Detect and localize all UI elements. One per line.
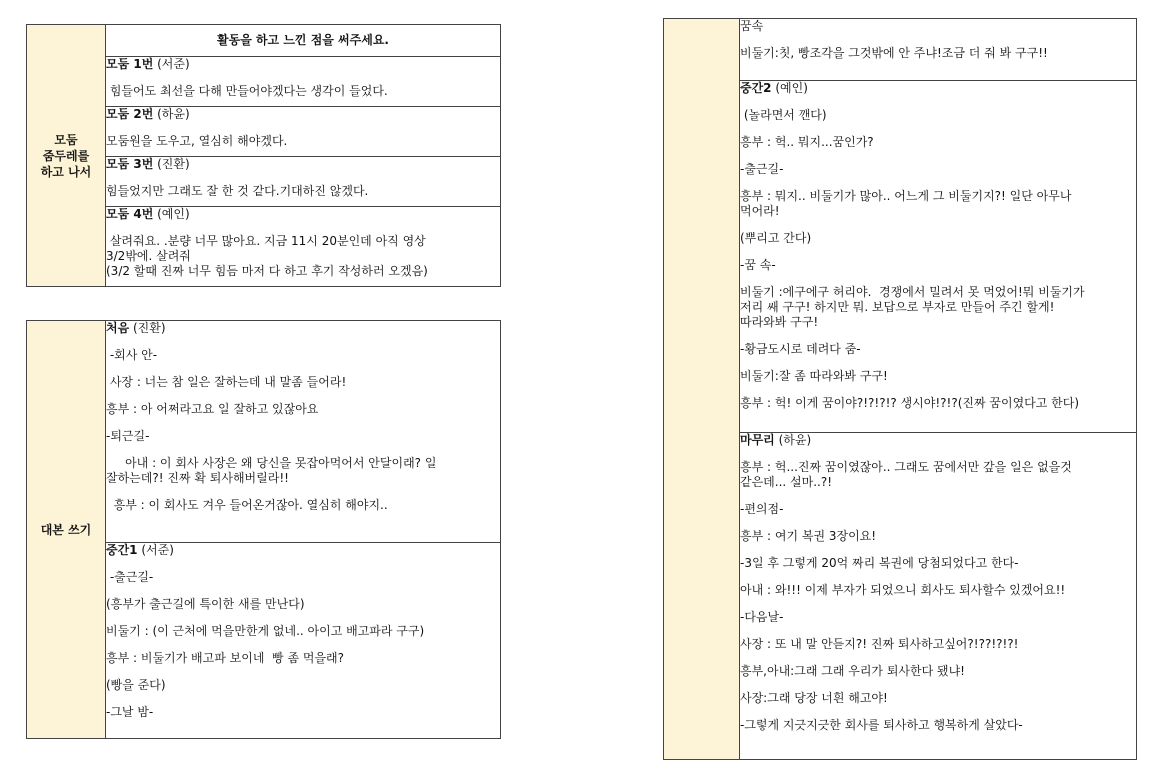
script-line: -회사 안-: [106, 348, 158, 362]
script-line: -다음날-: [740, 610, 784, 624]
script-line: 꿈속: [740, 19, 764, 33]
reflection-label-line: 모둠: [54, 132, 78, 147]
section-writer: (하윤): [774, 433, 812, 447]
script-line: -출근길-: [740, 162, 784, 176]
group-1-cell: [106, 57, 501, 107]
script-line: 흥부 : 뭐지.. 비둘기가 많아.. 어느게 그 비둘기지?! 일단 아무나 먹어라!: [740, 189, 1072, 218]
script-line: 사장 : 너는 참 일은 잘하는데 내 말좀 들어라!: [106, 375, 347, 389]
group-4-cell: [106, 207, 501, 287]
script-line: 흥부 : 아 어쩌라고요 일 잘하고 있잖아요: [106, 402, 319, 416]
script-line: 사장 : 또 내 말 안듣지?! 진짜 퇴사하고싶어?!??!?!?!: [740, 637, 1019, 651]
script-table-left: [26, 320, 501, 739]
script-line: 비둘기 : (이 근처에 먹을만한게 없네.. 아이고 배고파라 구구): [106, 624, 425, 638]
script-line: (빵을 준다): [106, 678, 166, 692]
section-title: 마무리: [740, 433, 775, 447]
group-number: 모둠 2번: [106, 107, 154, 121]
script-section-intro: [106, 321, 501, 543]
group-comment: 3/2밖에. 살려줘: [106, 249, 191, 263]
reflection-label-line: 하고 나서: [40, 164, 92, 179]
script-line: (뿌리고 간다): [740, 231, 812, 245]
script-line: (놀라면서 깬다): [740, 108, 827, 122]
reflection-header: 활동을 하고 느낀 점을 써주세요.: [106, 25, 501, 57]
script-label-continued: [664, 19, 740, 760]
script-line: 흥부 : 여기 복권 3장이요!: [740, 529, 877, 543]
group-3-cell: [106, 157, 501, 207]
script-line: 흥부 : 헉! 이게 꿈이야?!?!?!? 생시야!?!?(진짜 꿈이였다고 한다): [740, 396, 1080, 410]
script-section-middle1: [106, 543, 501, 739]
group-comment: 힘들었지만 그래도 잘 한 것 같다.기대하진 않겠다.: [106, 184, 369, 198]
script-line: -3일 후 그렇게 20억 짜리 복권에 당첨되었다고 한다-: [740, 556, 1019, 570]
script-line: 흥부 : 이 회사도 겨우 들어온거잖아. 열심히 해야지..: [106, 498, 388, 512]
script-line: 사장:그래 당장 너흰 해고야!: [740, 691, 888, 705]
script-label: 대본 쓰기: [27, 321, 106, 739]
group-comment: 모둠원을 도우고, 열심히 해야겠다.: [106, 134, 288, 148]
section-writer: (진환): [129, 321, 166, 335]
section-title: 처음: [106, 321, 130, 335]
section-title: 중간1: [106, 543, 138, 557]
script-section-middle2: [740, 81, 1137, 433]
script-table-right: [663, 18, 1137, 760]
section-writer: (서준): [137, 543, 174, 557]
group-number: 모둠 1번: [106, 57, 154, 71]
script-line: 흥부 : 헉...진짜 꿈이였잖아.. 그래도 꿈에서만 갚을 일은 없을것 같은데... 설마..?!: [740, 460, 1072, 489]
reflection-table: [26, 24, 501, 287]
group-member: (진환): [153, 157, 190, 171]
group-comment: 힘들어도 최선을 다해 만들어야겠다는 생각이 들었다.: [106, 84, 388, 98]
reflection-label: [27, 25, 106, 287]
script-line: -그렇게 지긋지긋한 회사를 퇴사하고 행복하게 살았다-: [740, 718, 1023, 732]
script-section-dream: [740, 19, 1137, 81]
group-member: (예인): [153, 207, 190, 221]
script-line: 비둘기 :에구에구 허리야. 경쟁에서 밀려서 못 먹었어!뭐 비둘기가 저리 쌔 구구! 하지만 뭐. 보답으로 부자로 만들어 주긴 할게! 따라와봐 구구!: [740, 285, 1085, 329]
script-line: 비둘기:칫, 빵조각을 그것밖에 안 주냐!조금 더 줘 봐 구구!!: [740, 46, 1048, 60]
script-line: -꿈 속-: [740, 258, 776, 272]
group-number: 모둠 3번: [106, 157, 154, 171]
group-member: (하윤): [153, 107, 190, 121]
script-line: 흥부 : 비둘기가 배고파 보이네 빵 좀 먹을래?: [106, 651, 344, 665]
script-line: 비둘기:잘 좀 따라와봐 구구!: [740, 369, 888, 383]
script-line: 아내 : 와!!! 이제 부자가 되었으니 회사도 퇴사할수 있겠어요!!: [740, 583, 1066, 597]
group-member: (서준): [153, 57, 190, 71]
group-2-cell: [106, 107, 501, 157]
section-title: 중간2: [740, 81, 772, 95]
script-line: -출근길-: [106, 570, 154, 584]
script-section-ending: [740, 433, 1137, 760]
group-comment: 살려줘요. .분량 너무 많아요. 지금 11시 20분인데 아직 영상: [106, 234, 426, 248]
script-line: 흥부 : 헉.. 뭐지...꿈인가?: [740, 135, 874, 149]
script-line: -황금도시로 데려다 줌-: [740, 342, 861, 356]
reflection-label-line: 줌두레를: [42, 148, 90, 163]
script-line: -편의점-: [740, 502, 784, 516]
script-line: (흥부가 출근길에 특이한 새를 만난다): [106, 597, 305, 611]
script-line: 흥부,아내:그래 그래 우리가 퇴사한다 됐냐!: [740, 664, 965, 678]
section-writer: (예인): [771, 81, 808, 95]
group-number: 모둠 4번: [106, 207, 154, 221]
script-line: -그날 밤-: [106, 705, 154, 719]
group-comment: (3/2 할때 진짜 너무 힘듬 마저 다 하고 후기 작성하러 오겠음): [106, 264, 428, 278]
script-line: -퇴근길-: [106, 429, 150, 443]
script-line: 아내 : 이 회사 사장은 왜 당신을 못잡아먹어서 안달이래? 일 잘하는데?! 진짜 확 퇴사해버릴라!!: [106, 456, 437, 485]
